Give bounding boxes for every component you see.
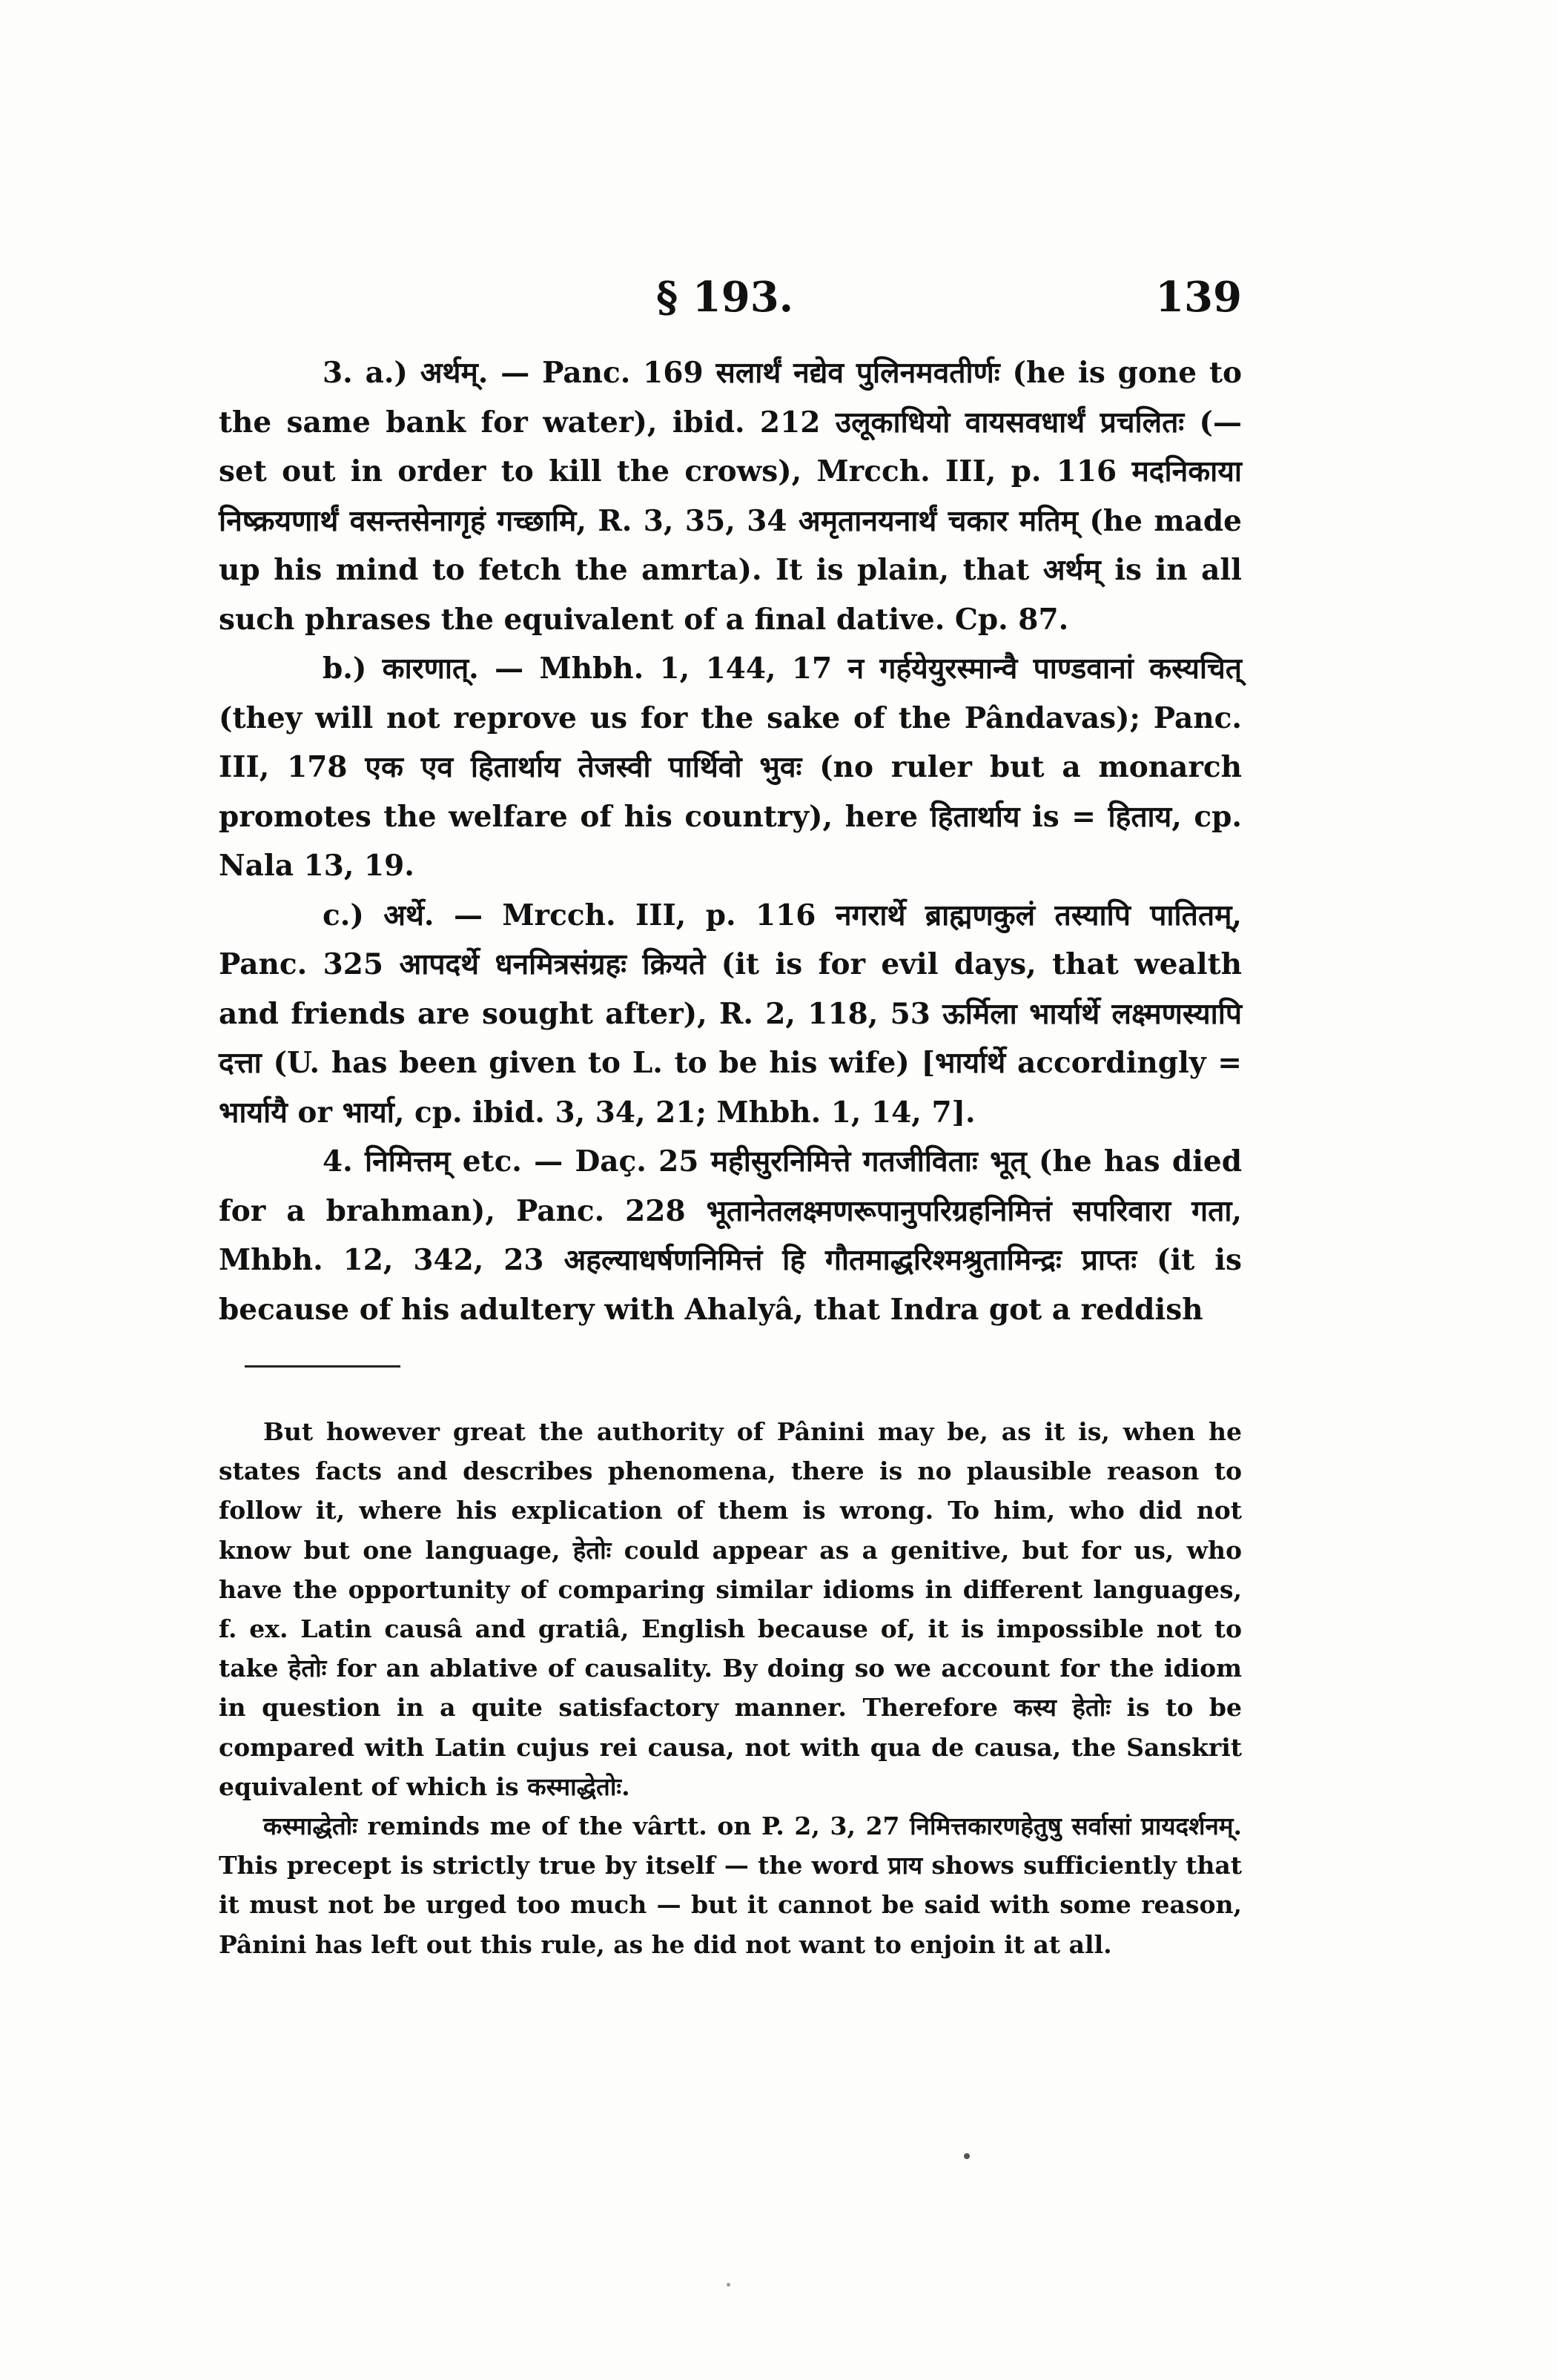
main-text — [219, 348, 1242, 1334]
page-number: 139 — [1155, 273, 1242, 322]
footnote-divider — [245, 1365, 400, 1368]
paragraph-nimittam: 4. निमित्तम् etc. — Daç. 25 महीसुरनिमित्ते गतजीविताः भूत् (he has died for a brahman), Panc. 228 भूतानेतलक्ष्मणरूपानुपरिग्रहनिमित्तं सपरिवारा गता, Mhbh. 12, 342, 23 अहल्याधर्षणनिमित्तं हि गौतमाद्धरिश्मश्रुतामिन्द्रः प्राप्तः (it is because of his adultery with Ahalyâ, that Indra got a reddish — [219, 1144, 1242, 1327]
page-header — [219, 273, 1242, 325]
footnote-paragraph: कस्माद्धेतोः reminds me of the vârtt. on P. 2, 3, 27 निमित्तकारणहेतुषु सर्वासां प्रायदर्शनम्. This precept is strictly true by itself — the word प्राय shows sufficiently that it must not be urged too much — but it cannot be said with some reason, Pânini has left out this rule, as he did not want to enjoin it at all. — [219, 1811, 1242, 1959]
footnote-text — [219, 1412, 1242, 1964]
paragraph-karanat: b.) कारणात्. — Mhbh. 1, 144, 17 न गर्हयेयुरस्मान्वै पाण्डवानां कस्यचित् (they will not reprove us for the sake of the Pândavas); Panc. III, 178 एक एव हितार्थाय तेजस्वी पार्थिवो भुवः (no ruler but a monarch promotes the welfare of his country), here हितार्थाय is = हिताय, cp. Nala 13, 19. — [219, 652, 1242, 883]
footnote-paragraph: But however great the authority of Pânini may be, as it is, when he states facts and describes phenomena, there is no plausible reason to follow it, where his explication of them is wrong. To him, who did not know but one language, हेतोः could appear as a genitive, but for us, who have the opportunity of comparing similar idioms in different languages, f. ex. Latin causâ and gratiâ, English because of, it is impossible not to take हेतोः for an ablative of causality. By doing so we account for the idiom in question in a quite satisfactory manner. Therefore कस्य हेतोः is to be compared with Latin cujus rei causa, not with qua de causa, the Sanskrit equivalent of which is कस्माद्धेतोः. — [219, 1417, 1242, 1801]
paragraph-arthe: c.) अर्थे. — Mrcch. III, p. 116 नगरार्थे ब्राह्मणकुलं तस्यापि पातितम्, Panc. 325 आपदर्थे धनमित्रसंग्रहः क्रियते (it is for evil days, that wealth and friends are sought after), R. 2, 118, 53 ऊर्मिला भार्यार्थे लक्ष्मणस्यापि दत्ता (U. has been given to L. to be his wife) [भार्यार्थे accordingly = भार्यायै or भार्या, cp. ibid. 3, 34, 21; Mhbh. 1, 14, 7]. — [219, 898, 1242, 1130]
paragraph-artham: 3. a.) अर्थम्. — Panc. 169 सलार्थं नद्येव पुलिनमवतीर्णः (he is gone to the same bank for water), ibid. 212 उलूकाधियो वायसवधार्थं प्रचलितः (— set out in order to kill the crows), Mrcch. III, p. 116 मदनिकाया निष्क्रयणार्थं वसन्तसेनागृहं गच्छामि, R. 3, 35, 34 अमृतानयनार्थं चकार मतिम् (he made up his mind to fetch the amrta). It is plain, that अर्थम् is in all such phrases the equivalent of a final dative. Cp. 87. — [219, 356, 1242, 637]
paper-speck — [727, 2283, 730, 2287]
section-number: § 193. — [656, 273, 794, 322]
paper-speck — [964, 2153, 970, 2159]
